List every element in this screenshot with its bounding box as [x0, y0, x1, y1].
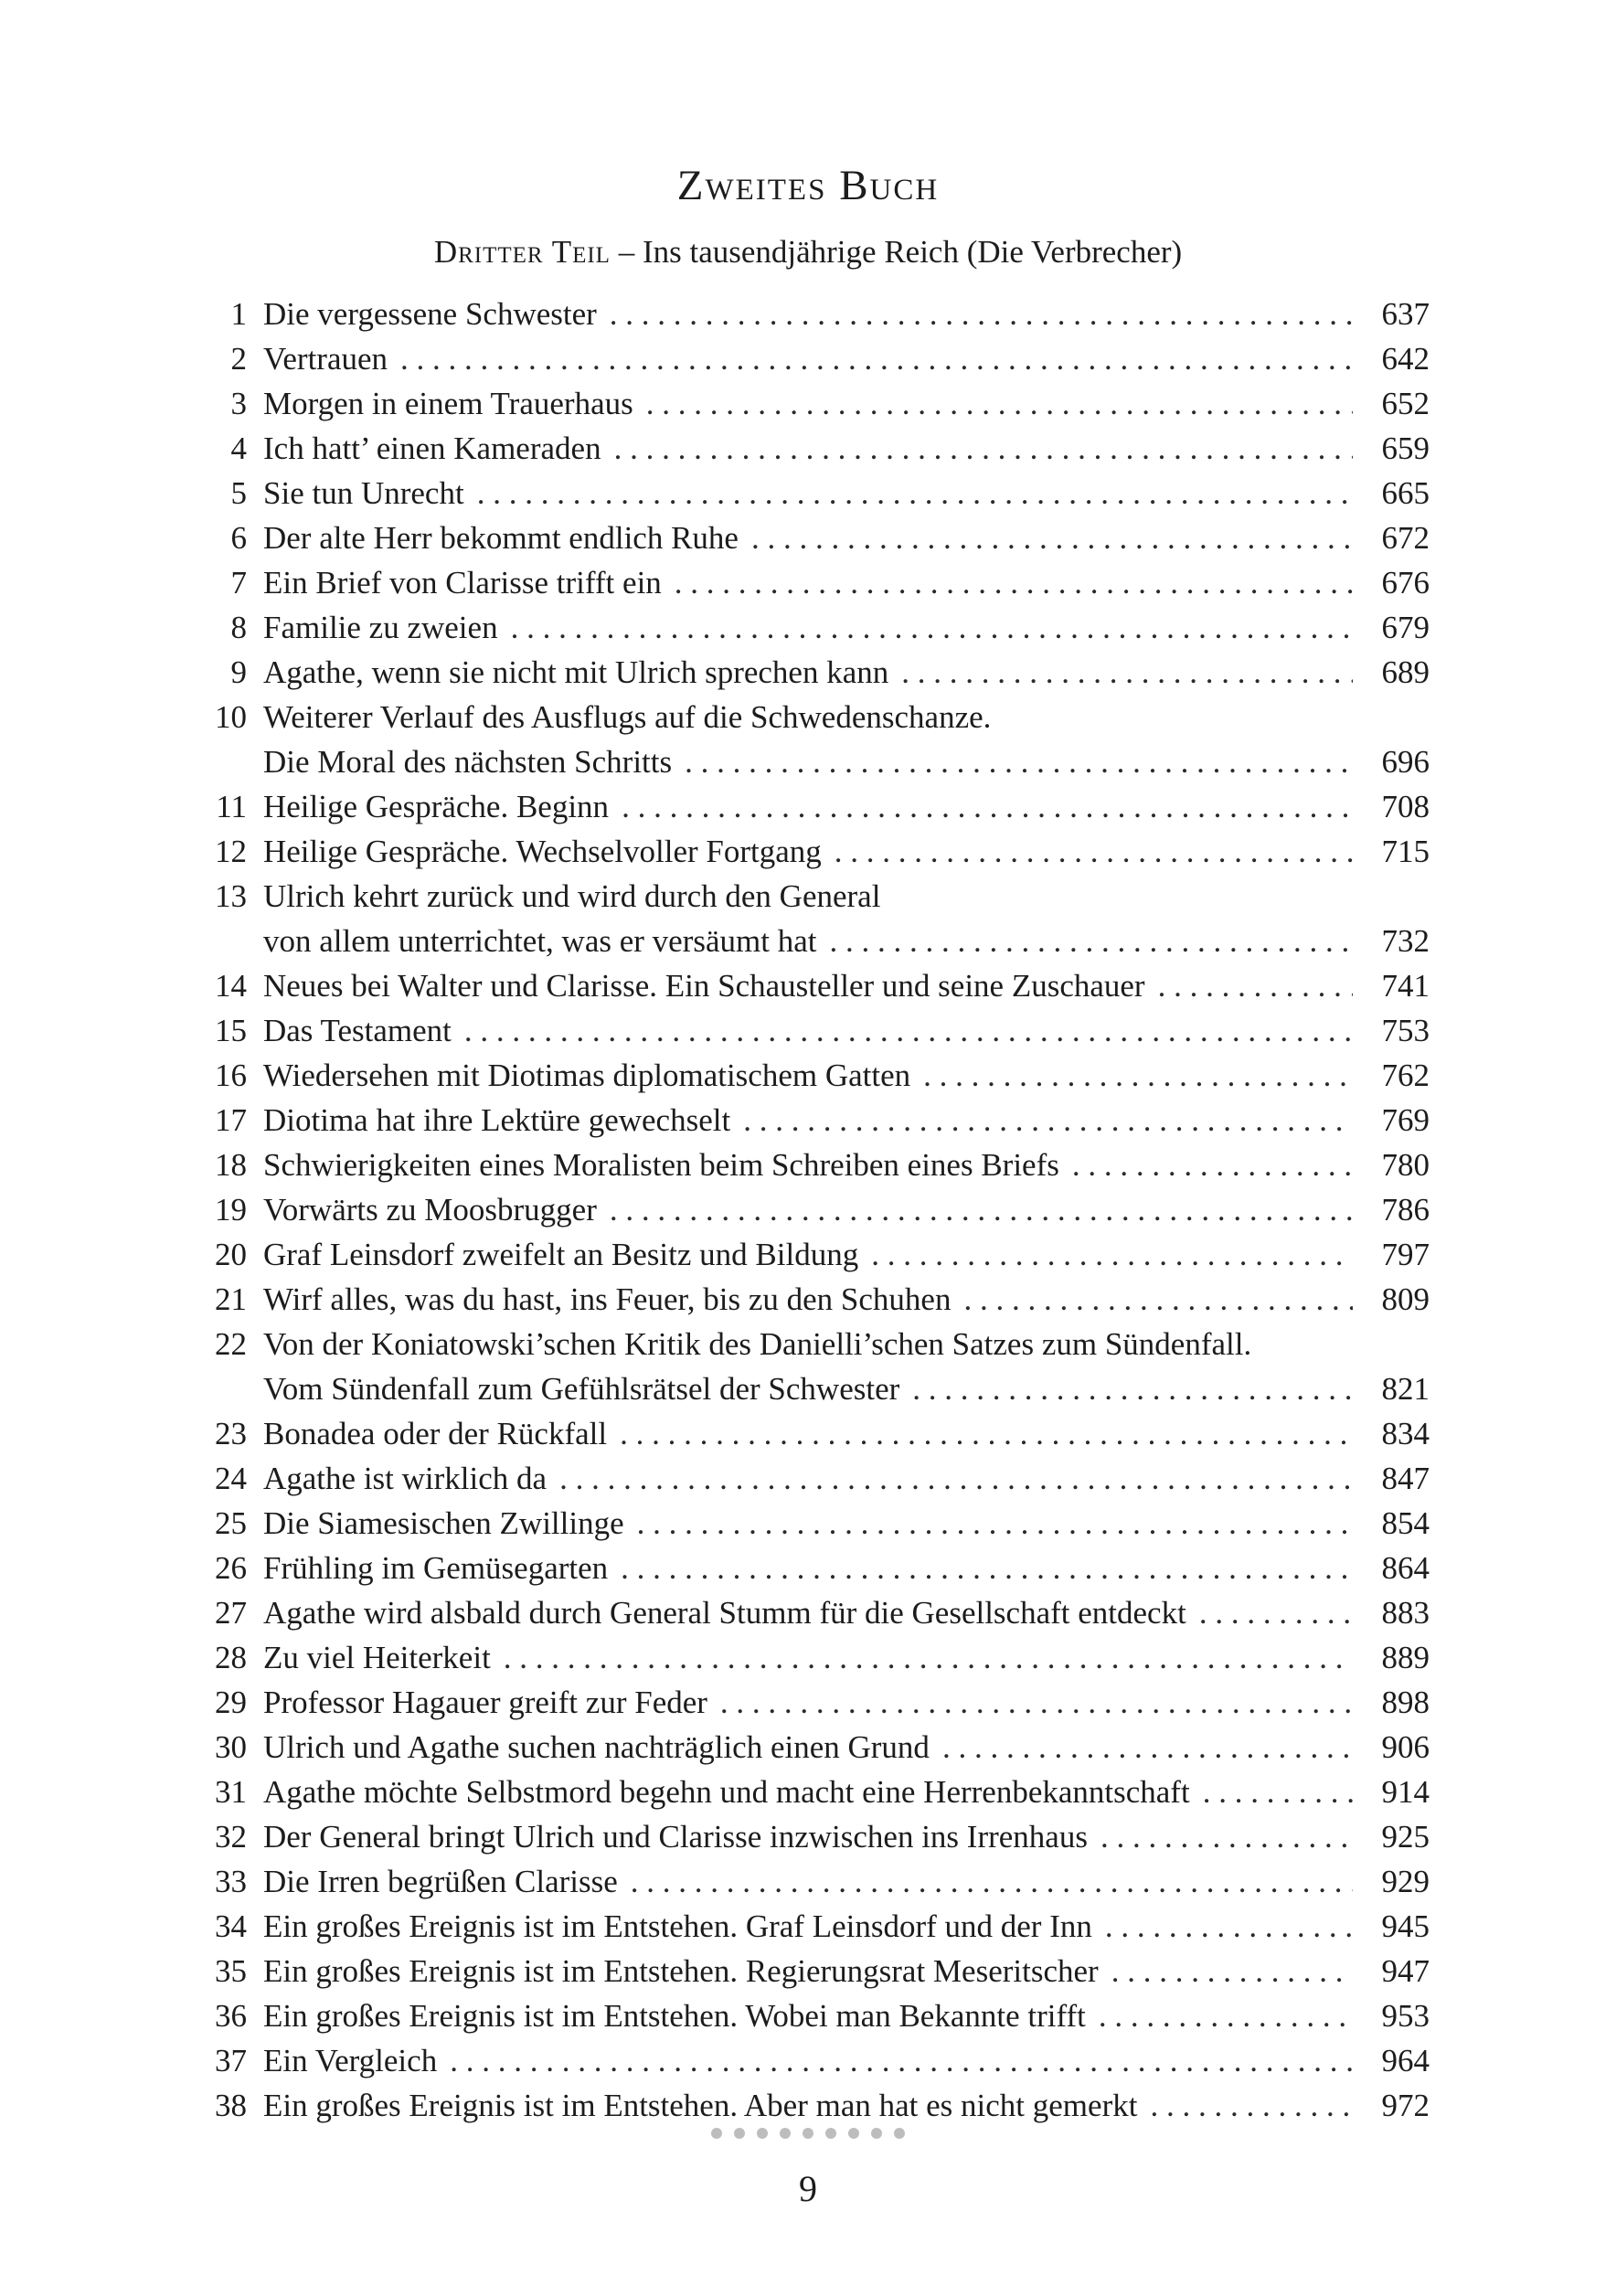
chapter-number: 10 [215, 699, 247, 735]
chapter-number: 11 [216, 789, 247, 824]
chapter-title: Weiterer Verlauf des Ausflugs auf die Schwedenschanze. [263, 699, 992, 735]
chapter-title: Die vergessene Schwester [263, 296, 597, 332]
chapter-number: 4 [230, 430, 247, 466]
chapter-number: 31 [215, 1774, 247, 1810]
toc-entry [199, 1008, 1430, 1053]
leader-dots [621, 1546, 1353, 1590]
chapter-page: 679 [1381, 610, 1430, 645]
leader-dots [1199, 1590, 1353, 1635]
chapter-title: Ein Vergleich [263, 2043, 438, 2078]
chapter-page: 741 [1381, 968, 1430, 1004]
chapter-number: 22 [215, 1326, 247, 1362]
toc-entry [199, 560, 1430, 605]
chapter-title: Neues bei Walter und Clarisse. Ein Schausteller und seine Zuschauer [263, 968, 1145, 1004]
chapter-number: 24 [215, 1461, 247, 1496]
chapter-title: Der General bringt Ulrich und Clarisse inzwischen ins Irrenhaus [263, 1819, 1088, 1855]
chapter-title: Frühling im Gemüsegarten [263, 1550, 609, 1586]
toc-entry [199, 1277, 1430, 1322]
chapter-number: 21 [215, 1281, 247, 1317]
chapter-number: 37 [215, 2043, 247, 2078]
leader-dots [450, 2038, 1353, 2083]
leader-dots [631, 1859, 1353, 1904]
leader-dots [835, 829, 1353, 874]
chapter-title: Die Siamesischen Zwillinge [263, 1505, 624, 1541]
toc-entry [199, 2083, 1430, 2128]
chapter-title: Agathe möchte Selbstmord begehn und macht eine Herrenbekanntschaft [263, 1774, 1190, 1810]
chapter-page: 665 [1381, 475, 1430, 511]
leader-dots [751, 516, 1353, 560]
chapter-title: Familie zu zweien [263, 610, 498, 645]
toc-entry [199, 829, 1430, 874]
chapter-title: Vom Sündenfall zum Gefühlsrätsel der Schwester [263, 1371, 900, 1407]
toc-entry [199, 1635, 1430, 1680]
leader-dots [743, 1098, 1353, 1143]
leader-dots [829, 919, 1353, 963]
part-heading [0, 236, 1616, 268]
chapter-title: Agathe wird alsbald durch General Stumm für die Gesellschaft entdeckt [263, 1595, 1186, 1631]
leader-dots [464, 1008, 1353, 1053]
chapter-number: 17 [215, 1102, 247, 1138]
chapter-page: 929 [1381, 1864, 1430, 1899]
chapter-page: 883 [1381, 1595, 1430, 1631]
leader-dots [1105, 1904, 1353, 1949]
chapter-number: 14 [215, 968, 247, 1004]
chapter-page: 809 [1381, 1281, 1430, 1317]
toc-entry [199, 1859, 1430, 1904]
chapter-title: Schwierigkeiten eines Moralisten beim Schreiben eines Briefs [263, 1147, 1059, 1183]
chapter-title: Ein großes Ereignis ist im Entstehen. Regierungsrat Meseritscher [263, 1953, 1099, 1989]
chapter-number: 3 [230, 386, 247, 421]
leader-dots [720, 1680, 1353, 1725]
chapter-title: Heilige Gespräche. Wechselvoller Fortgang [263, 834, 822, 869]
toc-entry [199, 516, 1430, 560]
toc-entry [199, 1680, 1430, 1725]
chapter-number: 35 [215, 1953, 247, 1989]
chapter-title: Ein großes Ereignis ist im Entstehen. Aber man hat es nicht gemerkt [263, 2088, 1138, 2123]
page-number: 9 [799, 2168, 817, 2209]
chapter-number: 7 [230, 565, 247, 601]
toc-entry [199, 2038, 1430, 2083]
ornament-dots [0, 2128, 1616, 2139]
leader-dots [622, 784, 1353, 829]
chapter-page: 964 [1381, 2043, 1430, 2078]
toc-entry [199, 874, 1430, 963]
leader-dots [963, 1277, 1353, 1322]
chapter-title: Agathe, wenn sie nicht mit Ulrich sprechen kann [263, 654, 889, 690]
leader-dots [614, 426, 1353, 471]
chapter-page: 864 [1381, 1550, 1430, 1586]
leader-dots [610, 1187, 1353, 1232]
chapter-page: 786 [1381, 1192, 1430, 1228]
chapter-title: Das Testament [263, 1013, 452, 1048]
chapter-page: 914 [1381, 1774, 1430, 1810]
leader-dots [559, 1456, 1353, 1501]
chapter-number: 29 [215, 1685, 247, 1720]
chapter-title: Vertrauen [263, 341, 388, 377]
chapter-page: 696 [1381, 744, 1430, 780]
chapter-title: Vorwärts zu Moosbrugger [263, 1192, 597, 1228]
chapter-page: 652 [1381, 386, 1430, 421]
toc-entry [199, 1501, 1430, 1546]
chapter-title: Heilige Gespräche. Beginn [263, 789, 610, 824]
chapter-title: Ein großes Ereignis ist im Entstehen. Wobei man Bekannte trifft [263, 1998, 1086, 2034]
chapter-number: 8 [230, 610, 247, 645]
toc-entry [199, 1546, 1430, 1590]
leader-dots [504, 1635, 1353, 1680]
leader-dots [1111, 1949, 1353, 1993]
toc-entry [199, 1770, 1430, 1814]
chapter-page: 780 [1381, 1147, 1430, 1183]
chapter-number: 16 [215, 1058, 247, 1093]
toc-entry [199, 1904, 1430, 1949]
chapter-title: Sie tun Unrecht [263, 475, 464, 511]
chapter-page: 945 [1381, 1908, 1430, 1944]
chapter-title: Die Moral des nächsten Schritts [263, 744, 673, 780]
chapter-title: Professor Hagauer greift zur Feder [263, 1685, 707, 1720]
toc-entry [199, 784, 1430, 829]
chapter-page: 847 [1381, 1461, 1430, 1496]
chapter-number: 25 [215, 1505, 247, 1541]
leader-dots [610, 292, 1353, 336]
book-title: Zweites Buch [676, 162, 940, 209]
leader-dots [637, 1501, 1353, 1546]
chapter-title: Von der Koniatowski’schen Kritik des Danielli’schen Satzes zum Sündenfall. [263, 1326, 1252, 1362]
leader-dots [1203, 1770, 1353, 1814]
chapter-number: 9 [230, 654, 247, 690]
toc-entry [199, 1456, 1430, 1501]
chapter-page: 676 [1381, 565, 1430, 601]
toc-entry [199, 336, 1430, 381]
chapter-number: 13 [215, 878, 247, 914]
chapter-number: 20 [215, 1237, 247, 1272]
chapter-number: 12 [215, 834, 247, 869]
chapter-title: Ulrich und Agathe suchen nachträglich einen Grund [263, 1729, 930, 1765]
leader-dots [871, 1232, 1353, 1277]
chapter-number: 19 [215, 1192, 247, 1228]
toc-entry [199, 1725, 1430, 1770]
chapter-number: 27 [215, 1595, 247, 1631]
part-label: Dritter Teil [433, 234, 611, 270]
chapter-title: Die Irren begrüßen Clarisse [263, 1864, 618, 1899]
chapter-number: 28 [215, 1640, 247, 1675]
toc-entry [199, 1053, 1430, 1098]
chapter-page: 732 [1381, 923, 1430, 959]
toc-entry [199, 1993, 1430, 2038]
chapter-page: 972 [1381, 2088, 1430, 2123]
toc-entry [199, 1590, 1430, 1635]
toc-entry [199, 426, 1430, 471]
chapter-title: Graf Leinsdorf zweifelt an Besitz und Bildung [263, 1237, 859, 1272]
leader-dots [400, 336, 1353, 381]
toc-entry [199, 1232, 1430, 1277]
leader-dots [620, 1411, 1353, 1456]
chapter-title: Wirf alles, was du hast, ins Feuer, bis zu den Schuhen [263, 1281, 952, 1317]
chapter-title: von allem unterrichtet, was er versäumt hat [263, 923, 817, 959]
chapter-page: 898 [1381, 1685, 1430, 1720]
chapter-page: 947 [1381, 1953, 1430, 1989]
leader-dots [675, 560, 1353, 605]
table-of-contents [199, 292, 1430, 2128]
chapter-number: 26 [215, 1550, 247, 1586]
chapter-page: 834 [1381, 1416, 1430, 1451]
chapter-title: Agathe ist wirklich da [263, 1461, 548, 1496]
chapter-title: Ulrich kehrt zurück und wird durch den General [263, 878, 881, 914]
leader-dots [942, 1725, 1353, 1770]
chapter-title: Morgen in einem Trauerhaus [263, 386, 633, 421]
chapter-title: Zu viel Heiterkeit [263, 1640, 491, 1675]
toc-entry [199, 1949, 1430, 1993]
toc-entry [199, 471, 1430, 516]
leader-dots [901, 650, 1353, 695]
chapter-number: 23 [215, 1416, 247, 1451]
chapter-number: 36 [215, 1998, 247, 2034]
chapter-title: Ich hatt’ einen Kameraden [263, 430, 601, 466]
toc-entry [199, 1814, 1430, 1859]
chapter-title: Der alte Herr bekommt endlich Ruhe [263, 520, 739, 556]
toc-entry [199, 1187, 1430, 1232]
chapter-page: 889 [1381, 1640, 1430, 1675]
toc-entry [199, 1098, 1430, 1143]
toc-entry [199, 650, 1430, 695]
chapter-page: 821 [1381, 1371, 1430, 1407]
part-title: Ins tausendjährige Reich (Die Verbrecher) [642, 234, 1183, 270]
chapter-number: 2 [230, 341, 247, 377]
leader-dots [1150, 2083, 1353, 2128]
chapter-number: 18 [215, 1147, 247, 1183]
chapter-page: 906 [1381, 1729, 1430, 1765]
chapter-number: 5 [230, 475, 247, 511]
chapter-title: Bonadea oder der Rückfall [263, 1416, 608, 1451]
leader-dots [1158, 963, 1353, 1008]
chapter-title: Ein Brief von Clarisse trifft ein [263, 565, 662, 601]
chapter-page: 708 [1381, 789, 1430, 824]
chapter-number: 1 [230, 296, 247, 332]
chapter-page: 797 [1381, 1237, 1430, 1272]
chapter-page: 637 [1381, 296, 1430, 332]
chapter-page: 715 [1381, 834, 1430, 869]
chapter-page: 672 [1381, 520, 1430, 556]
leader-dots [646, 381, 1353, 426]
leader-dots [685, 739, 1353, 784]
toc-entry [199, 1143, 1430, 1187]
chapter-page: 689 [1381, 654, 1430, 690]
chapter-number: 32 [215, 1819, 247, 1855]
chapter-page: 659 [1381, 430, 1430, 466]
chapter-title: Ein großes Ereignis ist im Entstehen. Graf Leinsdorf und der Inn [263, 1908, 1092, 1944]
chapter-page: 642 [1381, 341, 1430, 377]
chapter-page: 762 [1381, 1058, 1430, 1093]
chapter-page: 953 [1381, 1998, 1430, 2034]
toc-entry [199, 381, 1430, 426]
leader-dots [1072, 1143, 1353, 1187]
chapter-page: 753 [1381, 1013, 1430, 1048]
chapter-title: Diotima hat ihre Lektüre gewechselt [263, 1102, 731, 1138]
chapter-page: 925 [1381, 1819, 1430, 1855]
leader-dots [1099, 1993, 1353, 2038]
chapter-number: 34 [215, 1908, 247, 1944]
leader-dots [923, 1053, 1353, 1098]
chapter-number: 30 [215, 1729, 247, 1765]
chapter-number: 15 [215, 1013, 247, 1048]
chapter-number: 38 [215, 2088, 247, 2123]
chapter-page: 854 [1381, 1505, 1430, 1541]
toc-entry [199, 292, 1430, 336]
leader-dots [511, 605, 1353, 650]
toc-entry [199, 695, 1430, 784]
toc-entry [199, 1411, 1430, 1456]
chapter-title: Wiedersehen mit Diotimas diplomatischem Gatten [263, 1058, 911, 1093]
chapter-number: 33 [215, 1864, 247, 1899]
part-separator: – [610, 234, 643, 270]
leader-dots [477, 471, 1353, 516]
chapter-number: 6 [230, 520, 247, 556]
chapter-page: 769 [1381, 1102, 1430, 1138]
leader-dots [912, 1366, 1353, 1411]
toc-entry [199, 605, 1430, 650]
leader-dots [1100, 1814, 1353, 1859]
toc-entry [199, 963, 1430, 1008]
toc-entry [199, 1322, 1430, 1411]
